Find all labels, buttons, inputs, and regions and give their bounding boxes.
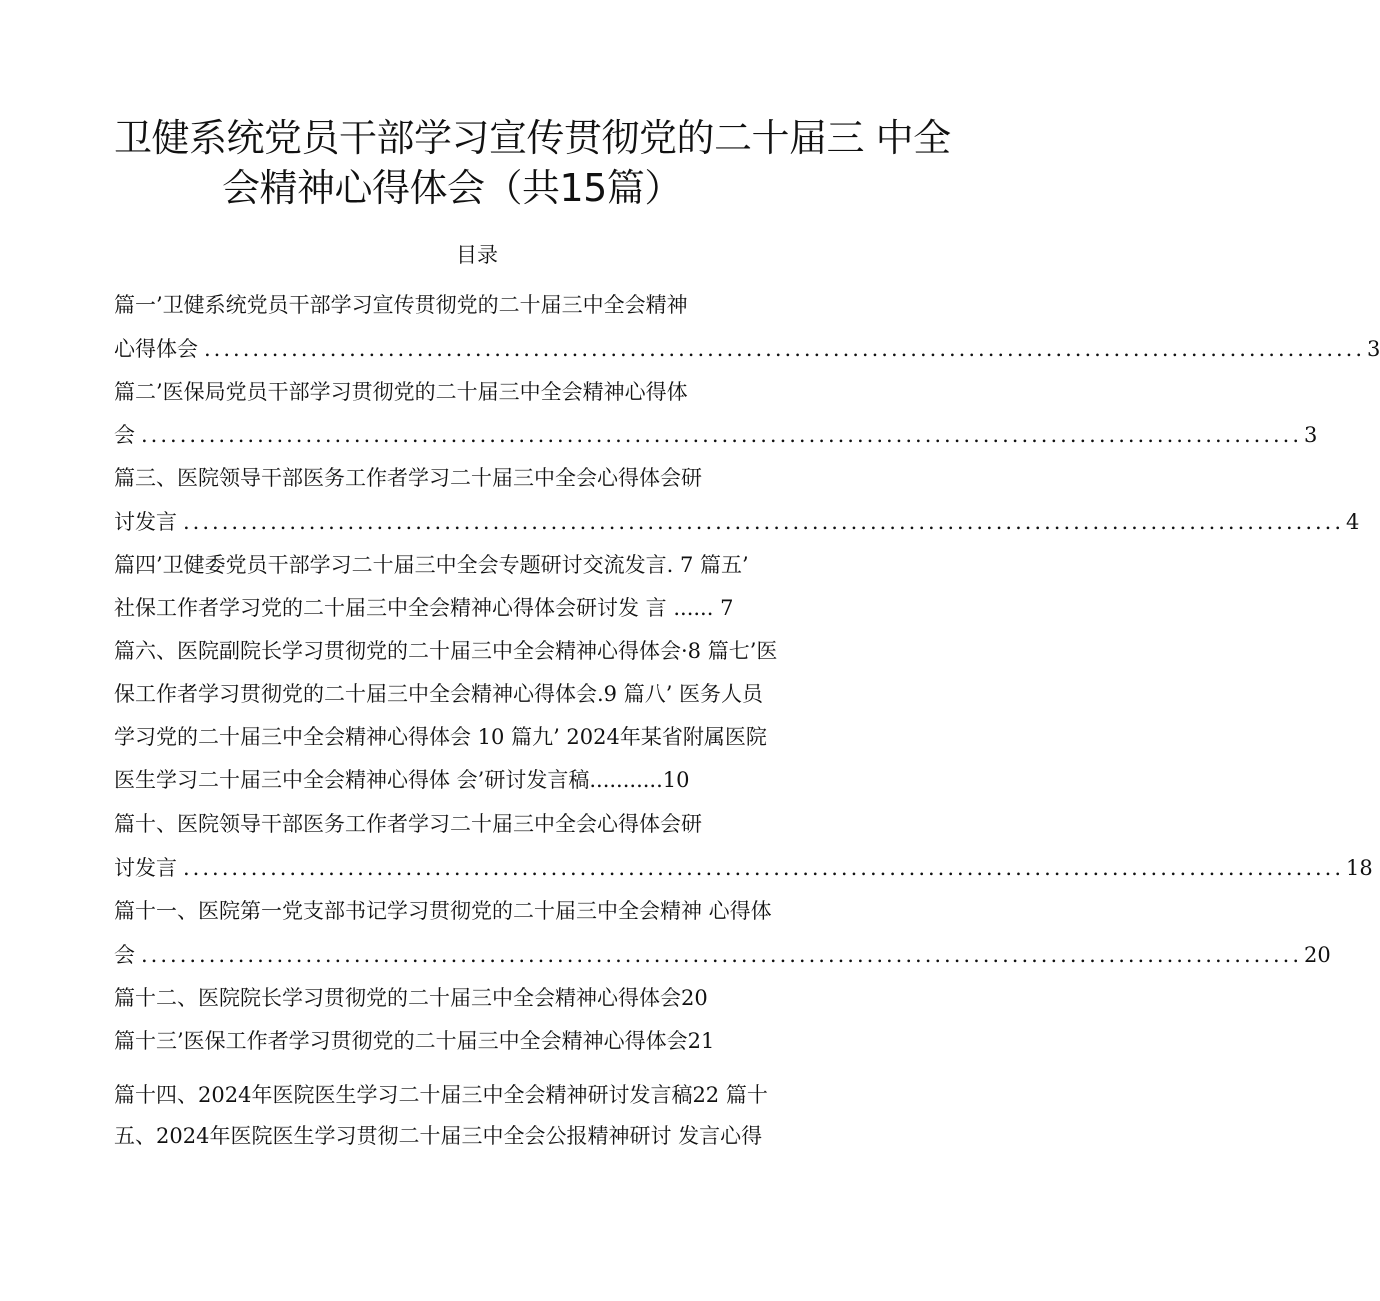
toc-entry-text: 心得体会 [114, 337, 198, 361]
toc-entry-text: 讨发言 [114, 510, 177, 534]
toc-line: 篇三、医院领导干部医务工作者学习二十届三中全会心得体会研 [114, 466, 702, 490]
toc-page-number: 18 [1346, 856, 1373, 880]
toc-entry-end [114, 334, 1380, 364]
toc-entry-text: 会 [114, 943, 135, 967]
toc-line: 篇十二、医院院长学习贯彻党的二十届三中全会精神心得体会20 [114, 986, 708, 1010]
toc-entry-text: 会 [114, 423, 135, 447]
toc-line: 篇十四、2024年医院医生学习二十届三中全会精神研讨发言稿22 篇十 [114, 1083, 768, 1107]
toc-entry-end [114, 940, 1331, 970]
toc-line: 篇一’卫健系统党员干部学习宣传贯彻党的二十届三中全会精神 [114, 293, 688, 317]
dot-leader: ........................................................................................................................ [204, 337, 1366, 361]
toc-line: 五、2024年医院医生学习贯彻二十届三中全会公报精神研讨 发言心得 [114, 1124, 763, 1148]
toc-entry-end [114, 507, 1360, 537]
toc-entry-end [114, 420, 1318, 450]
dot-leader: ........................................................................................................................ [141, 423, 1303, 447]
toc-line: 篇六、医院副院长学习贯彻党的二十届三中全会精神心得体会·8 篇七’医 [114, 639, 778, 663]
toc-page-number: 3 [1304, 423, 1318, 447]
toc-page-number: 20 [1304, 943, 1331, 967]
document-title-line-1: 卫健系统党员干部学习宣传贯彻党的二十届三 中全 [114, 116, 951, 160]
toc-line: 篇二’医保局党员干部学习贯彻党的二十届三中全会精神心得体 [114, 380, 688, 404]
toc-page-number: 4 [1346, 510, 1360, 534]
toc-entry-end [114, 853, 1373, 883]
toc-line: 篇四’卫健委党员干部学习二十届三中全会专题研讨交流发言. 7 篇五’ [114, 553, 749, 577]
toc-line: 篇十一、医院第一党支部书记学习贯彻党的二十届三中全会精神 心得体 [114, 899, 772, 923]
toc-page-number: 3 [1367, 337, 1380, 361]
toc-line: 社保工作者学习党的二十届三中全会精神心得体会研讨发 言 ...... 7 [114, 596, 734, 620]
toc-heading: 目录 [456, 243, 498, 267]
dot-leader: ........................................................................................................................ [183, 856, 1345, 880]
toc-line: 学习党的二十届三中全会精神心得体会 10 篇九’ 2024年某省附属医院 [114, 725, 767, 749]
toc-entry-text: 讨发言 [114, 856, 177, 880]
dot-leader: ........................................................................................................................ [183, 510, 1345, 534]
toc-line: 篇十三’医保工作者学习贯彻党的二十届三中全会精神心得体会21 [114, 1029, 715, 1053]
dot-leader: ........................................................................................................................ [141, 943, 1303, 967]
toc-line: 保工作者学习贯彻党的二十届三中全会精神心得体会.9 篇八’ 医务人员 [114, 682, 764, 706]
toc-line: 医生学习二十届三中全会精神心得体 会’研讨发言稿...........10 [114, 768, 690, 792]
document-title-line-2: 会精神心得体会（共15篇） [222, 166, 682, 210]
toc-line: 篇十、医院领导干部医务工作者学习二十届三中全会心得体会研 [114, 812, 702, 836]
